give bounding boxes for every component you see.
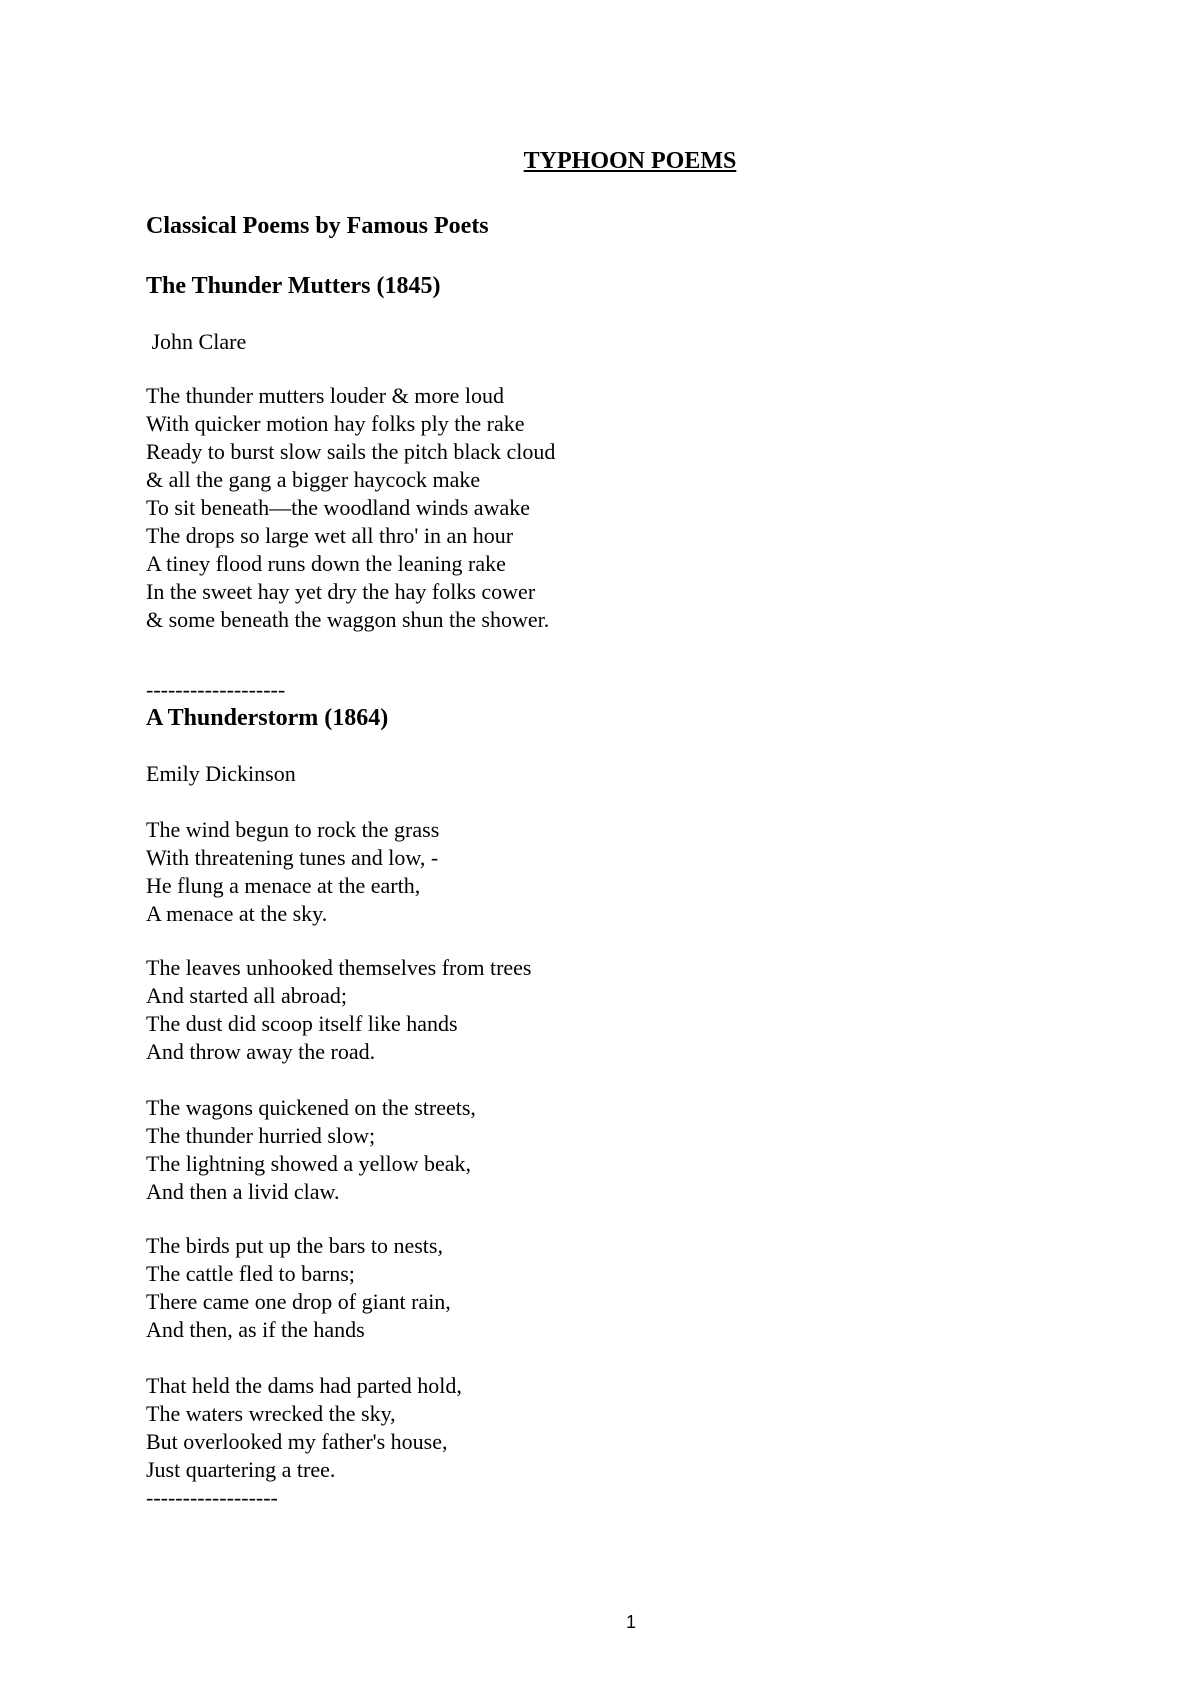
poem-stanza — [146, 1094, 1096, 1206]
poem-line: He flung a menace at the earth, — [146, 873, 421, 898]
poem-line: Ready to burst slow sails the pitch black cloud — [146, 439, 556, 464]
poem-a-thunderstorm — [146, 704, 1096, 1512]
document-body — [146, 212, 1096, 1512]
poem-title: A Thunderstorm (1864) — [146, 705, 389, 731]
poem-author: John Clare — [146, 329, 247, 354]
poem-line: The cattle fled to barns; — [146, 1261, 355, 1286]
poem-stanza — [146, 382, 1096, 634]
poem-line: And throw away the road. — [146, 1039, 376, 1064]
poem-line: And then, as if the hands — [146, 1317, 365, 1342]
document-title: TYPHOON POEMS — [523, 148, 737, 174]
poem-line: And then a livid claw. — [146, 1179, 340, 1204]
poem-line: To sit beneath—the woodland winds awake — [146, 495, 530, 520]
poem-line: The birds put up the bars to nests, — [146, 1233, 443, 1258]
poem-line: A menace at the sky. — [146, 901, 328, 926]
poem-stanza — [146, 816, 1096, 928]
poem-line: With threatening tunes and low, - — [146, 845, 439, 870]
poem-line: The wind begun to rock the grass — [146, 817, 440, 842]
poem-line: & some beneath the waggon shun the shower. — [146, 607, 550, 632]
page-number: 1 — [625, 1612, 636, 1632]
poem-line: The thunder mutters louder & more loud — [146, 383, 505, 408]
poem-line: With quicker motion hay folks ply the rake — [146, 411, 525, 436]
poem-line: The drops so large wet all thro' in an hour — [146, 523, 514, 548]
poem-line: In the sweet hay yet dry the hay folks cower — [146, 579, 536, 604]
poem-stanza — [146, 954, 1096, 1066]
poem-stanza — [146, 1232, 1096, 1344]
document-subtitle: Classical Poems by Famous Poets — [146, 213, 489, 239]
poem-line: The thunder hurried slow; — [146, 1123, 376, 1148]
poem-line: That held the dams had parted hold, — [146, 1373, 462, 1398]
poem-line: A tiney flood runs down the leaning rake — [146, 551, 506, 576]
poem-line: The wagons quickened on the streets, — [146, 1095, 476, 1120]
poem-stanza — [146, 1372, 1096, 1484]
section-separator: ------------------ — [146, 1485, 278, 1510]
poem-line: And started all abroad; — [146, 983, 347, 1008]
poem-line: But overlooked my father's house, — [146, 1429, 448, 1454]
poem-line: The waters wrecked the sky, — [146, 1401, 396, 1426]
poem-author: Emily Dickinson — [146, 761, 296, 786]
poem-line: There came one drop of giant rain, — [146, 1289, 451, 1314]
poem-line: The leaves unhooked themselves from trees — [146, 955, 532, 980]
poem-the-thunder-mutters — [146, 272, 1096, 704]
poem-line: The dust did scoop itself like hands — [146, 1011, 458, 1036]
poem-title: The Thunder Mutters (1845) — [146, 273, 441, 299]
poem-line: & all the gang a bigger haycock make — [146, 467, 481, 492]
section-separator: ------------------- — [146, 677, 286, 702]
poem-line: Just quartering a tree. — [146, 1457, 336, 1482]
poem-line: The lightning showed a yellow beak, — [146, 1151, 472, 1176]
